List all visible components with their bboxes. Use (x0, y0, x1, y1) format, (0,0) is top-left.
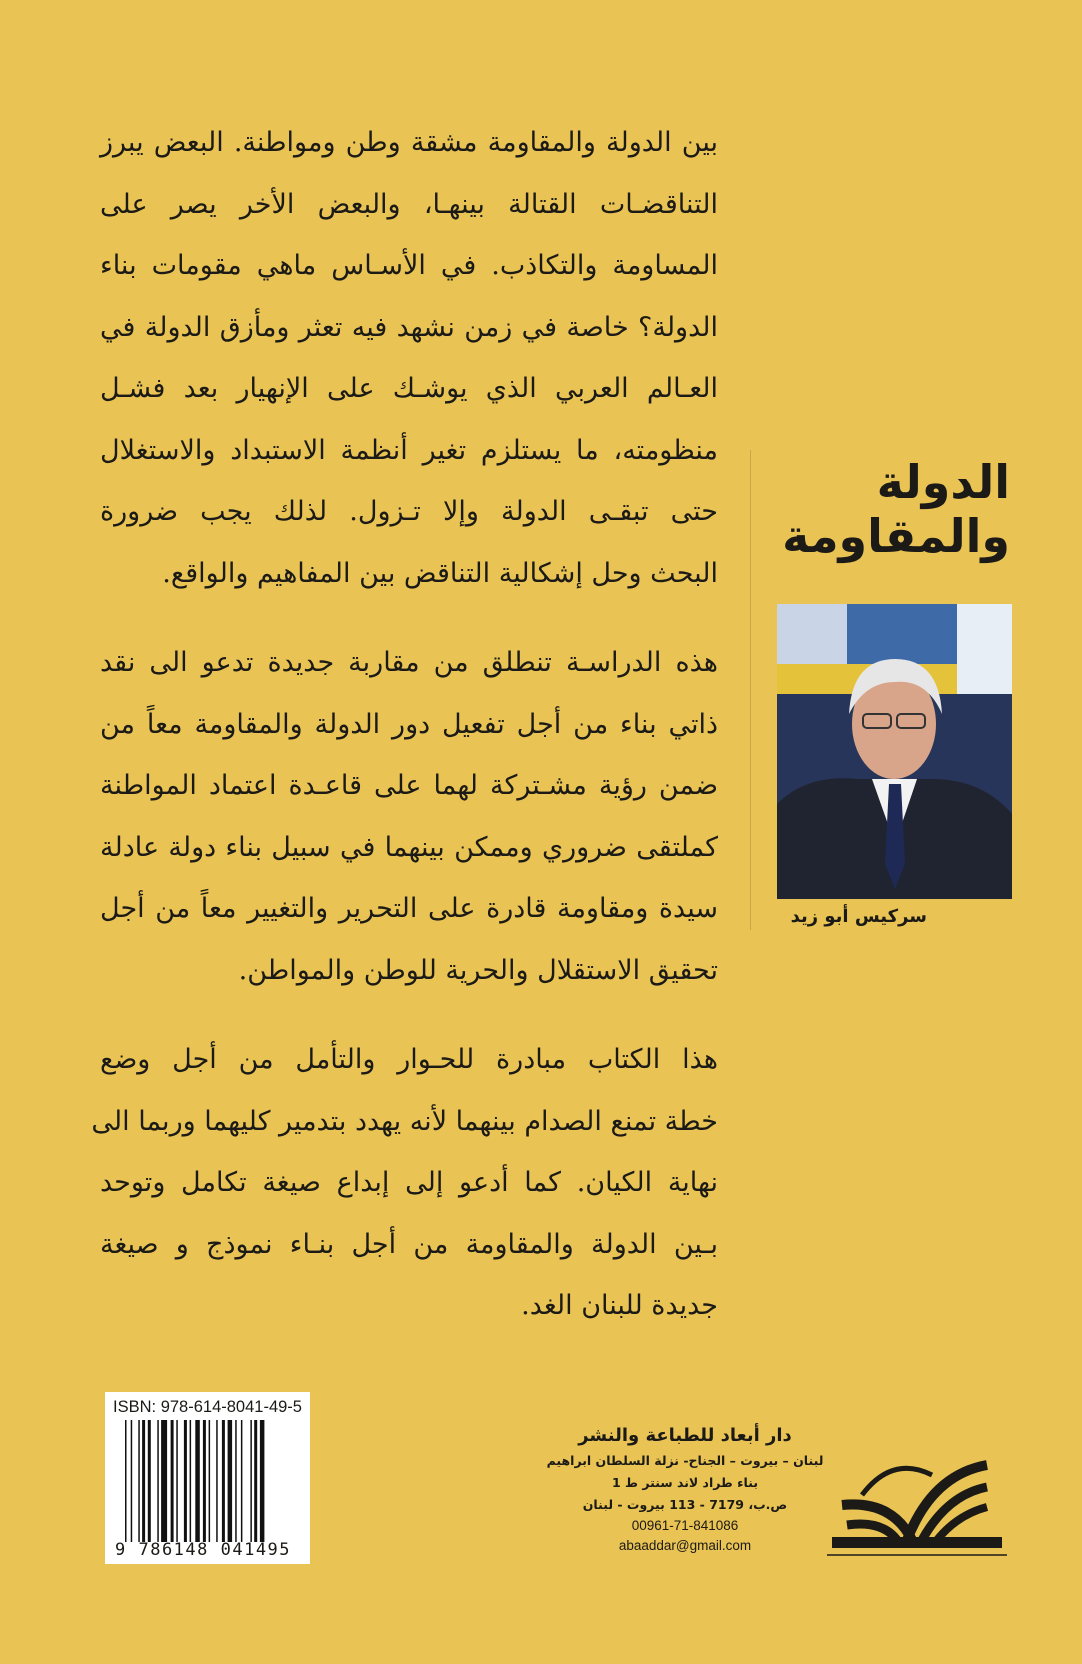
blurb-line: منظومته، ما يستلزم تغير أنظمة الاستبداد والاستغلال (100, 434, 718, 466)
barcode-bar (131, 1420, 133, 1542)
blurb-line: نهاية الكيان. كما أدعو إلى إبداع صيغة تكامل وتوحد (100, 1167, 718, 1198)
blurb-line: البحث وحل إشكالية التناقض بين المفاهيم والواقع. (162, 557, 718, 589)
publisher-phone: 00961-71-841086 (631, 1518, 739, 1533)
blurb-paragraph (100, 632, 718, 1001)
barcode-bar (235, 1420, 237, 1542)
blurb-line: تحقيق الاستقلال والحرية للوطن والمواطن. (238, 954, 718, 986)
barcode-bar (254, 1420, 257, 1542)
blurb-line: العـالم العربي الذي يوشـك على الإنهيار بعد فشـل (100, 373, 718, 404)
blurb-line: بين الدولة والمقاومة مشقة وطن ومواطنة. البعض يبرز (100, 127, 718, 158)
barcode-bar (125, 1420, 127, 1542)
barcode-bar (171, 1420, 174, 1542)
blurb-text (91, 112, 718, 1365)
author-name: سركيس أبو زيد (790, 906, 927, 927)
title-line-2: والمقاومة (782, 509, 1010, 563)
barcode-bar (250, 1420, 252, 1542)
barcode-bar (190, 1420, 192, 1542)
blurb-line: الدولة؟ خاصة في زمن نشهد فيه تعثر ومأزق الدولة في (100, 311, 718, 343)
barcode-bar (260, 1420, 265, 1542)
publisher-address-2: بناء طراد لاند سنتر ط 1 (611, 1475, 759, 1490)
barcode-bars (125, 1420, 295, 1542)
publisher-pobox: ص.ب، 7179 - 113 بيروت - لبنان (582, 1497, 788, 1512)
isbn-label: ISBN: 978-614-8041-49-5 (113, 1398, 302, 1416)
publisher-address-1: لبنان – بيروت – الجناح- نزلة السلطان ابراهيم (546, 1453, 824, 1468)
blurb-line: كملتقى ضروري وممكن بينهما في سبيل بناء دولة عادلة (100, 831, 718, 863)
blurb-line: هذه الدراسـة تنطلق من مقاربة جديدة تدعو الى نقد (100, 647, 718, 678)
barcode-bar (222, 1420, 225, 1542)
isbn-barcode (105, 1392, 310, 1564)
barcode-bar (228, 1420, 233, 1542)
blurb-line: خطة تمنع الصدام بينهما لأنه يهدد بتدمير كليهما وربما الى (91, 1105, 718, 1137)
title-line-1: الدولة (876, 455, 1010, 509)
book-title (770, 455, 1010, 563)
publisher-info (540, 1425, 830, 1556)
barcode-bar (184, 1420, 187, 1542)
divider (750, 450, 751, 930)
barcode-bar (209, 1420, 211, 1542)
publisher-email: abaaddar@gmail.com (618, 1538, 752, 1553)
barcode-bar (157, 1420, 159, 1542)
barcode-bar (203, 1420, 206, 1542)
barcode-bar (195, 1420, 200, 1542)
blurb-line: المساومة والتكاذب. في الأسـاس ماهي مقومات بناء (100, 250, 718, 281)
author-photo (777, 604, 1012, 899)
blurb-line: هذا الكتاب مبادرة للحـوار والتأمل من أجل وضع (100, 1044, 718, 1075)
barcode-digits: 9 786148 041495 (115, 1540, 292, 1560)
blurb-paragraph (91, 1029, 718, 1337)
barcode-bar (216, 1420, 218, 1542)
publisher-name: دار أبعاد للطباعة والنشر (578, 1425, 792, 1446)
barcode-bar (161, 1420, 167, 1542)
barcode-bar (176, 1420, 178, 1542)
blurb-line: جديدة للبنان الغد. (521, 1290, 718, 1321)
barcode-bar (241, 1420, 243, 1542)
blurb-line: سيدة ومقاومة قادرة على التحرير والتغيير معاً من أجل (100, 893, 718, 924)
barcode-bar (142, 1420, 145, 1542)
blurb-line: بـين الدولة والمقاومة من أجل بنـاء نموذج و صيغة (100, 1228, 718, 1260)
blurb-line: ذاتي بناء من أجل تفعيل دور الدولة والمقاومة معاً من (100, 708, 718, 740)
blurb-line: التناقضـات القتالة بينهـا، والبعض الأخر يصر على (100, 188, 718, 220)
blurb-line: حتى تبقـى الدولة وإلا تـزول. لذلك يجب ضرورة (100, 496, 718, 527)
barcode-bar (148, 1420, 151, 1542)
blurb-line: ضمن رؤية مشـتركة لهما على قاعـدة اعتماد المواطنة (100, 770, 718, 801)
blurb-paragraph (100, 112, 718, 604)
barcode-bar (138, 1420, 140, 1542)
publisher-logo (822, 1445, 1012, 1560)
